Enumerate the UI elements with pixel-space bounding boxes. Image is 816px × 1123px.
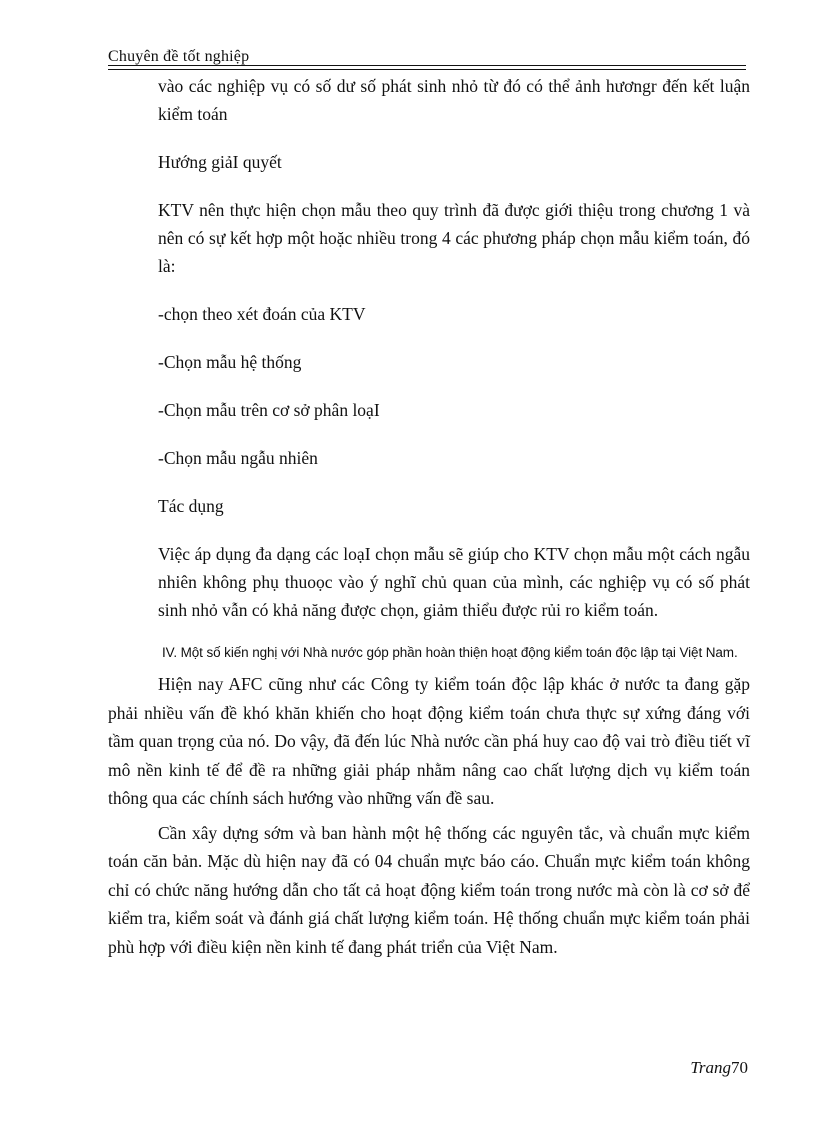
paragraph: Cần xây dựng sớm và ban hành một hệ thống các nguyên tắc, và chuẩn mực kiểm toán căn bản. Mặc dù hiện nay đã có 04 chuẩn mực báo cáo. Chuẩn mực kiểm toán không chỉ có chức năng hướng dẫn cho tất cả hoạt động kiểm toán trong nước mà còn là cơ sở để kiểm tra, kiểm soát và đánh giá chất lượng kiểm toán. Hệ thống chuẩn mực kiểm toán phải phù hợp với điều kiện nền kinh tế đang phát triển của Việt Nam. <box>108 822 750 957</box>
solution-text: KTV nên thực hiện chọn mẫu theo quy trình đã được giới thiệu trong chương 1 và nên có sự kết hợp một hoặc nhiều trong 4 các phương pháp chọn mẫu kiểm toán, đó là: <box>158 200 750 276</box>
effect-heading: Tác dụng <box>158 496 224 516</box>
effect-text: Việc áp dụng đa dạng các loạI chọn mẫu sẽ giúp cho KTV chọn mẫu một cách ngẫu nhiên không phụ thuoọc vào ý nghĩ chủ quan của mình, các nghiệp vụ có số phát sinh nhỏ vẫn có khả năng được chọn, giảm thiểu được rủi ro kiểm toán. <box>158 544 750 620</box>
page-body <box>108 72 750 961</box>
page-header: Chuyên đề tốt nghiệp <box>108 48 250 65</box>
method-item: -chọn theo xét đoán của KTV <box>158 304 366 324</box>
paragraph: Hiện nay AFC cũng như các Công ty kiểm toán độc lập khác ở nước ta đang gặp phải nhiều vấn đề khó khăn khiến cho hoạt động kiểm toán chưa thực sự xứng đáng với tầm quan trọng của nó. Do vậy, đã đến lúc Nhà nước cần phá huy cao độ vai trò điều tiết vĩ mô nền kinh tế để đề ra những giải pháp nhằm nâng cao chất lượng dịch vụ kiểm toán thông qua các chính sách hướng vào những vấn đề sau. <box>108 674 750 808</box>
continued-text: vào các nghiệp vụ có số dư số phát sinh nhỏ từ đó có thể ảnh hươngr đến kết luận kiểm toán <box>158 76 750 124</box>
solution-heading: Hướng giảI quyết <box>158 152 282 172</box>
header-rule-double <box>108 69 746 70</box>
page-label: Trang <box>690 1058 731 1077</box>
page-number: 70 <box>731 1058 748 1077</box>
section-heading: IV. Một số kiến nghị với Nhà nước góp phần hoàn thiện hoạt động kiểm toán độc lập tại Việt Nam. <box>162 645 738 660</box>
header-rule <box>108 65 746 66</box>
method-item: -Chọn mẫu ngẫu nhiên <box>158 448 318 468</box>
method-item: -Chọn mẫu hệ thống <box>158 352 302 372</box>
page-footer <box>690 1058 748 1078</box>
method-item: -Chọn mẫu trên cơ sở phân loạI <box>158 400 380 420</box>
